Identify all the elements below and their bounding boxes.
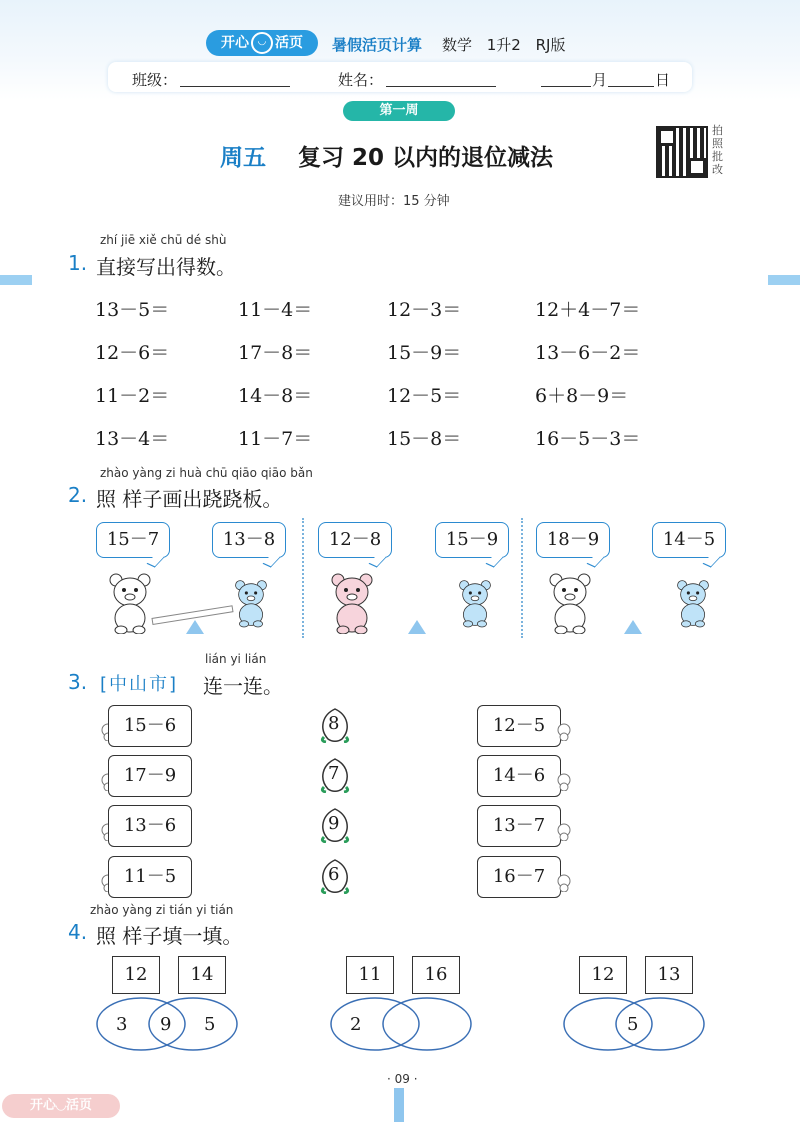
class-field[interactable] bbox=[180, 86, 290, 87]
section-divider bbox=[302, 518, 304, 638]
fulcrum-triangle bbox=[408, 620, 426, 634]
q2-pinyin: zhào yàng zi huà chū qiāo qiāo bǎn bbox=[100, 466, 313, 480]
bear-icon bbox=[548, 572, 592, 634]
equation[interactable]: 15－9＝ bbox=[387, 342, 462, 364]
page-title: 复习 20 以内的退位减法 bbox=[298, 145, 554, 171]
equation[interactable]: 11－7＝ bbox=[238, 428, 313, 450]
q4-title: 照 样子填一填。 bbox=[96, 924, 243, 948]
series-title: 暑假活页计算 bbox=[332, 36, 423, 54]
monkey-icon bbox=[556, 874, 572, 892]
venn-middle-value[interactable]: 5 bbox=[627, 1014, 639, 1035]
smile-icon: ◡ bbox=[251, 32, 273, 54]
q1-pinyin: zhí jiē xiě chū dé shù bbox=[100, 233, 227, 247]
q2-number: 2. bbox=[68, 483, 88, 507]
number-box: 12 bbox=[112, 956, 160, 994]
equation[interactable]: 13－4＝ bbox=[95, 428, 170, 450]
q3-pinyin: lián yi lián bbox=[205, 652, 267, 666]
equation[interactable]: 12＋4－7＝ bbox=[535, 299, 641, 321]
name-label: 姓名： bbox=[338, 71, 384, 89]
q2-title: 照 样子画出跷跷板。 bbox=[96, 487, 283, 511]
fulcrum-triangle bbox=[186, 620, 204, 634]
left-edge-tab bbox=[0, 275, 32, 285]
day-label-title: 周五 bbox=[220, 145, 266, 171]
brand-logo: 开心 ◡ 活页 bbox=[206, 30, 318, 56]
monkey-icon bbox=[556, 723, 572, 741]
speech-bubble: 18－9 bbox=[536, 522, 610, 558]
equation[interactable]: 17－8＝ bbox=[238, 342, 313, 364]
equation[interactable]: 12－6＝ bbox=[95, 342, 170, 364]
speech-bubble: 15－9 bbox=[435, 522, 509, 558]
equation[interactable]: 16－5－3＝ bbox=[535, 428, 641, 450]
number-box: 11 bbox=[346, 956, 394, 994]
q1-number: 1. bbox=[68, 251, 88, 275]
fulcrum-triangle bbox=[624, 620, 642, 634]
equation[interactable]: 11－4＝ bbox=[238, 299, 313, 321]
monkey-icon bbox=[556, 773, 572, 791]
left-expression-card[interactable]: 13－6 bbox=[108, 805, 192, 847]
equation[interactable]: 13－5＝ bbox=[95, 299, 170, 321]
q4-number: 4. bbox=[68, 920, 88, 944]
qr-code-icon[interactable] bbox=[656, 126, 708, 178]
week-badge: 第一周 bbox=[343, 101, 455, 121]
monkey-icon bbox=[556, 823, 572, 841]
venn-left-value[interactable]: 3 bbox=[116, 1014, 128, 1035]
bear-icon bbox=[458, 572, 492, 634]
region-tag: [中山市] bbox=[100, 674, 179, 695]
speech-bubble: 14－5 bbox=[652, 522, 726, 558]
bear-icon bbox=[234, 572, 268, 634]
right-expression-card[interactable]: 14－6 bbox=[477, 755, 561, 797]
left-expression-card[interactable]: 11－5 bbox=[108, 856, 192, 898]
bear-icon bbox=[330, 572, 374, 634]
section-divider bbox=[521, 518, 523, 638]
qr-caption: 拍照批改 bbox=[712, 124, 723, 176]
page-number: · 09 · bbox=[387, 1072, 418, 1086]
speech-bubble: 12－8 bbox=[318, 522, 392, 558]
class-label: 班级： bbox=[132, 71, 178, 89]
peach-number: 8 bbox=[328, 713, 340, 734]
q1-title: 直接写出得数。 bbox=[96, 255, 236, 279]
name-field[interactable] bbox=[386, 86, 496, 87]
peach-number: 7 bbox=[328, 763, 340, 784]
right-expression-card[interactable]: 16－7 bbox=[477, 856, 561, 898]
right-edge-tab bbox=[768, 275, 800, 285]
number-box: 14 bbox=[178, 956, 226, 994]
day-field[interactable] bbox=[608, 86, 654, 87]
equation[interactable]: 14－8＝ bbox=[238, 385, 313, 407]
month-label: 月 bbox=[592, 71, 608, 89]
venn-left-value[interactable]: 2 bbox=[350, 1014, 362, 1035]
venn-middle-value[interactable]: 9 bbox=[160, 1014, 172, 1035]
peach-number: 6 bbox=[328, 864, 340, 885]
watermark-logo: 开心◡活页 bbox=[2, 1094, 120, 1118]
subject-label: 数学 1升2 RJ版 bbox=[442, 36, 566, 54]
left-expression-card[interactable]: 15－6 bbox=[108, 705, 192, 747]
day-label: 日 bbox=[655, 71, 671, 89]
number-box: 13 bbox=[645, 956, 693, 994]
equation[interactable]: 12－3＝ bbox=[387, 299, 462, 321]
equation[interactable]: 13－6－2＝ bbox=[535, 342, 641, 364]
page-bar bbox=[394, 1088, 404, 1122]
equation[interactable]: 6＋8－9＝ bbox=[535, 385, 629, 407]
equation[interactable]: 12－5＝ bbox=[387, 385, 462, 407]
left-expression-card[interactable]: 17－9 bbox=[108, 755, 192, 797]
bear-icon bbox=[676, 572, 710, 634]
month-field[interactable] bbox=[541, 86, 591, 87]
equation[interactable]: 11－2＝ bbox=[95, 385, 170, 407]
number-box: 12 bbox=[579, 956, 627, 994]
suggested-time: 建议用时：15 分钟 bbox=[338, 194, 450, 209]
venn-right-value[interactable]: 5 bbox=[204, 1014, 216, 1035]
peach-number: 9 bbox=[328, 813, 340, 834]
speech-bubble: 13－8 bbox=[212, 522, 286, 558]
speech-bubble: 15－7 bbox=[96, 522, 170, 558]
q3-title: 连一连。 bbox=[203, 674, 283, 698]
q3-number: 3. bbox=[68, 670, 88, 694]
number-box: 16 bbox=[412, 956, 460, 994]
right-expression-card[interactable]: 13－7 bbox=[477, 805, 561, 847]
q4-pinyin: zhào yàng zi tián yi tián bbox=[90, 903, 234, 917]
equation[interactable]: 15－8＝ bbox=[387, 428, 462, 450]
right-expression-card[interactable]: 12－5 bbox=[477, 705, 561, 747]
bear-icon bbox=[108, 572, 152, 634]
